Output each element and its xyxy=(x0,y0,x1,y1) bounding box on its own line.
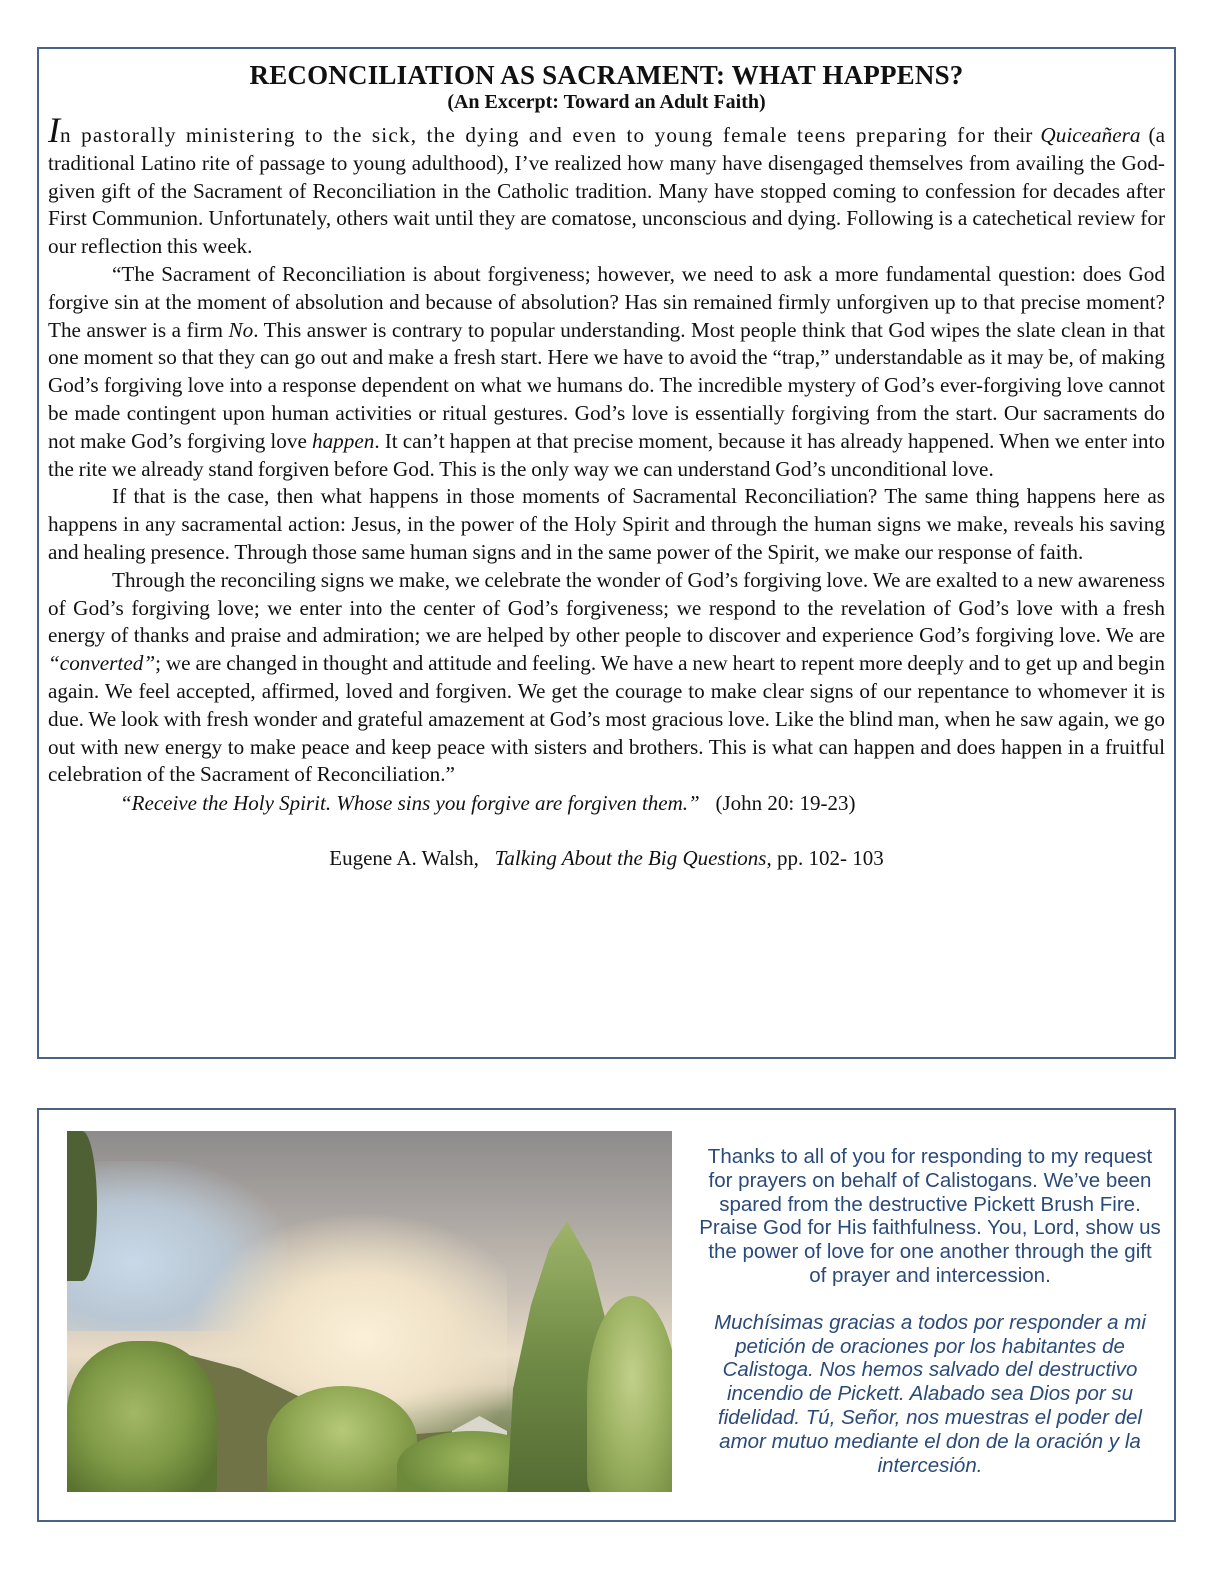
intro-paragraph xyxy=(48,110,1166,261)
wildfire-photo xyxy=(67,1131,672,1492)
quinceanera-term: Quiceañera xyxy=(1040,123,1141,147)
scripture-reference: (John 20: 19-23) xyxy=(715,791,856,816)
intro-first-line: n pastorally ministering to the sick, the dying and even to young female teens preparing for xyxy=(60,123,986,147)
intro-text: their xyxy=(985,123,1041,147)
notice-message xyxy=(699,1145,1161,1477)
para2-emphasis-no: No xyxy=(228,317,254,342)
photo-tree-right xyxy=(587,1296,672,1492)
paragraph-reconciling-signs xyxy=(48,567,1165,789)
source-citation xyxy=(48,846,1165,871)
scripture-text: “Receive the Holy Spirit. Whose sins you forgive are forgiven them.” xyxy=(120,791,700,816)
para2-text-1: “The Sacrament of Reconciliation is about forgiveness; however, we need to ask a more fundamental question: does God forgive sin at the moment of absolution and because of absolution? Has sin remained firmly unforgiven up to that precise moment? The answer is a firm xyxy=(48,261,1165,342)
intro-text-rest: (a traditional Latino rite of passage to young adulthood), I’ve realized how many have disengaged themselves from availing the God-given gift of the Sacrament of Reconciliation in the Catholic tradition. Many have stopped coming to confession for decades after First Communion. Unfortunately, others wait until they are comatose, unconscious and dying. Following is a catechetical review for our reflection this week. xyxy=(48,123,1166,259)
paragraph-what-happens: If that is the case, then what happens in those moments of Sacramental Reconciliation? The same thing happens here as happens in any sacramental action: Jesus, in the power of the Holy Spirit and through the human signs we make, reveals his saving and healing presence. Through those same human signs and in the same power of the Spirit, we make our response of faith. xyxy=(48,484,1165,564)
para2-emphasis-happen: happen xyxy=(311,428,375,453)
photo-tree-left xyxy=(67,1341,217,1492)
notice-spanish: Muchísimas gracias a todos por responder a mi petición de oraciones por los habitantes de Calistoga. Nos hemos salvado del destructivo incendio de Pickett. Alabado sea Dios por su fidelidad. Tú, Señor, nos muestras el poder del amor mutuo mediante el don de la oración y la intercesión. xyxy=(714,1310,1146,1477)
paragraph-forgiveness xyxy=(48,261,1165,483)
para2-text-2: . This answer is contrary to popular understanding. Most people think that God wipes the slate clean in that one moment so that they can go out and make a fresh start. Here we have to avoid the “trap,” understandable as it may be, of making God’s forgiving love into a response dependent on what we humans do. The incredible mystery of God’s ever-forgiving love cannot be made contingent upon human activities or ritual gestures. God’s love is essentially forgiving from the start. Our sacraments do not make God’s forgiving love xyxy=(48,317,1165,453)
drop-cap: I xyxy=(48,110,60,150)
citation-author: Eugene A. Walsh, xyxy=(329,846,479,871)
para4-text-2: ; we are changed in thought and attitude and feeling. We have a new heart to repent more deeply and to get up and begin again. We feel accepted, affirmed, loved and forgiven. We get the courage to make clear signs of our repentance to whomever it is due. We look with fresh wonder and grateful amazement at God’s most gracious love. Like the blind man, when he saw again, we go out with new energy to make peace and keep peace with sisters and brothers. This is what can happen and does happen in a fruitful celebration of the Sacrament of Reconciliation.” xyxy=(48,651,1165,787)
notice-english: Thanks to all of you for responding to my request for prayers on behalf of Calistogans. We’ve been spared from the destructive Pickett Brush Fire. Praise God for His faithfulness. You, Lord, show us the power of love for one another through the gift of prayer and intercession. xyxy=(699,1145,1161,1287)
para2-text-3: . It can’t happen at that precise moment, because it has already happened. When we enter into the rite we already stand forgiven before God. This is the only way we can understand God’s unconditional love. xyxy=(48,428,1165,481)
para4-text-1: Through the reconciling signs we make, we celebrate the wonder of God’s forgiving love. We are exalted to a new awareness of God’s forgiving love; we enter into the center of God’s forgiveness; we respond to the revelation of God’s love with a fresh energy of thanks and praise and admiration; we are helped by other people to discover and experience God’s forgiving love. We are xyxy=(48,567,1165,648)
scripture-quote xyxy=(48,789,1165,817)
article-box xyxy=(37,47,1176,1059)
para4-emphasis-converted: “converted” xyxy=(48,651,156,676)
article-title: RECONCILIATION AS SACRAMENT: WHAT HAPPENS? xyxy=(249,60,964,90)
article-body xyxy=(48,110,1166,789)
photo-tree-middle xyxy=(267,1386,417,1492)
citation-pages: , pp. 102- 103 xyxy=(766,846,884,871)
article-subtitle: (An Excerpt: Toward an Adult Faith) xyxy=(447,91,766,113)
citation-book-title: Talking About the Big Questions xyxy=(494,846,767,871)
prayer-notice-box xyxy=(37,1108,1176,1522)
photo-branch xyxy=(67,1131,97,1281)
